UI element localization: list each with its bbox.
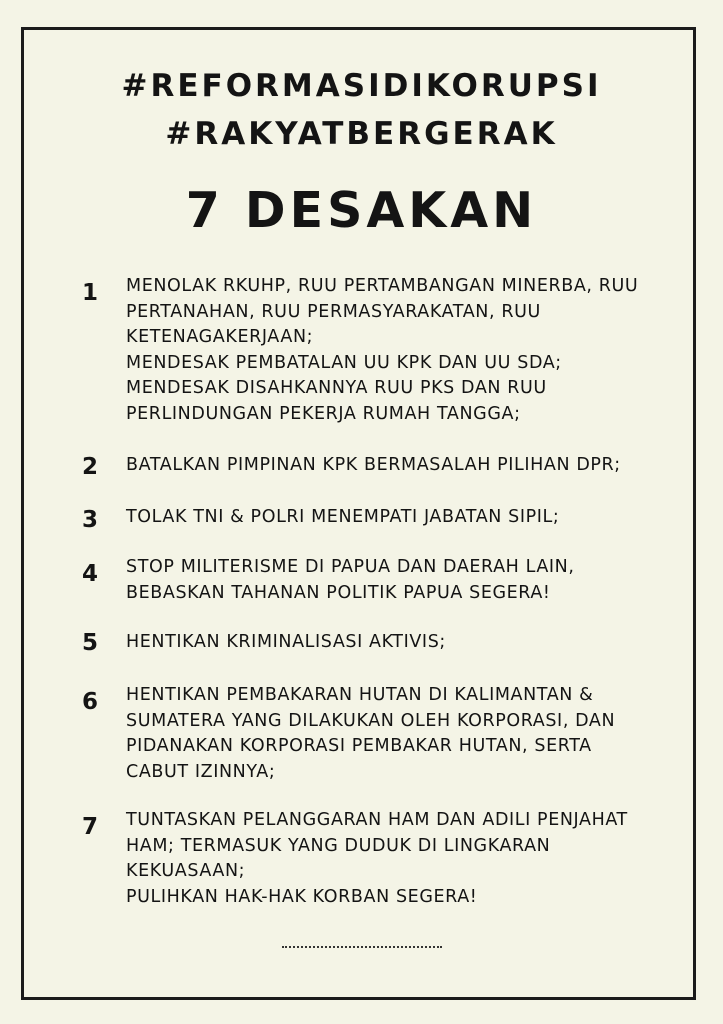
demand-number: 3	[81, 507, 98, 533]
demand-number: 6	[81, 689, 98, 715]
dotted-divider	[282, 946, 442, 948]
demand-text: TUNTASKAN PELANGGARAN HAM DAN ADILI PENJAHAT HAM; TERMASUK YANG DUDUK DI LINGKARAN KEKUASAAN; PULIHKAN HAK-HAK KORBAN SEGERA!	[126, 810, 628, 907]
demand-text: MENOLAK RKUHP, RUU PERTAMBANGAN MINERBA, RUU PERTANAHAN, RUU PERMASYARAKATAN, RUU KETENAGAKERJAAN; MENDESAK PEMBATALAN UU KPK DAN UU SDA; MENDESAK DISAHKANNYA RUU PKS DAN RUU PERLINDUNGAN PEKERJA RUMAH TANGGA;	[126, 276, 639, 424]
demand-text: STOP MILITERISME DI PAPUA DAN DAERAH LAIN, BEBASKAN TAHANAN POLITIK PAPUA SEGERA!	[126, 557, 575, 603]
demand-text: HENTIKAN PEMBAKARAN HUTAN DI KALIMANTAN & SUMATERA YANG DILAKUKAN OLEH KORPORASI, DAN PIDANAKAN KORPORASI PEMBAKAR HUTAN, SERTA CABUT IZINNYA;	[126, 685, 616, 782]
page-title: 7 DESAKAN	[185, 182, 538, 239]
demand-number: 2	[81, 454, 98, 480]
hashtag-rakyatbergerak: #RAKYATBERGERAK	[165, 116, 558, 152]
demand-number: 5	[81, 630, 98, 656]
demand-number: 4	[81, 561, 98, 587]
demand-number: 7	[81, 814, 98, 840]
demand-text: BATALKAN PIMPINAN KPK BERMASALAH PILIHAN DPR;	[126, 455, 621, 475]
demand-text: TOLAK TNI & POLRI MENEMPATI JABATAN SIPIL;	[126, 507, 560, 527]
demand-number: 1	[81, 280, 98, 306]
demand-text: HENTIKAN KRIMINALISASI AKTIVIS;	[126, 632, 446, 652]
hashtag-reformasidikorupsi: #REFORMASIDIKORUPSI	[121, 68, 602, 104]
